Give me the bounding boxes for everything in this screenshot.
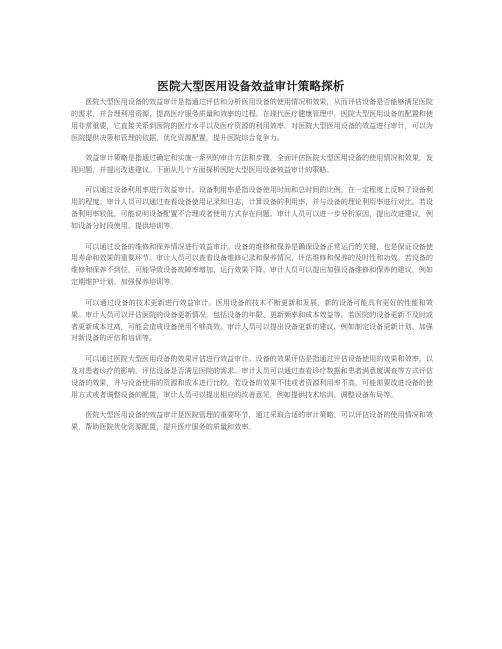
paragraph-1: 医院大型医用设备的效益审计是指通过评估和分析医用设备的使用情况和效果，从而评估设备是否能够满足医院的需求，并合理利用资源，提高医疗服务质量和效率的过程。在现代医疗健康管理中，医院大型医用设备的配置和使用非常重要，它直接关系到医院的医疗水平以及医疗资源的利用效率。对医院大型医用设备的效益进行审计，可以为医院提供决策和管理的依据，优化资源配置，提升医院综合竞争力。 (71, 97, 433, 142)
paragraph-7: 医院大型医用设备的效益审计是医院管理的重要环节，通过采取合适的审计策略，可以评估设备的使用情况和效果，帮助医院优化资源配置，提升医疗服务的质量和效率。 (71, 409, 433, 431)
paragraph-4: 可以通过设备的维修和保养情况进行效益审计。设备的维修和保养是确保设备正常运行的关键，也是保证设备使用寿命和效果的重要环节。审计人员可以查看设备维修记录和保养情况，评估维修和保养的及时性和功效。若设备的维修和保养不到位，可能导致设备故障率增加、运行效果下降。审计人员可以提出加强设备维修和保养的建议，例如定期维护计划、加强保养培训等。 (71, 241, 433, 287)
paragraph-5: 可以通过设备的技术更新进行效益审计。医用设备的技术不断更新和发展，新的设备可能具有更好的性能和效果。审计人员可以评估医院的设备更新情况，包括设备的年限、更新频率和成本效益等。若医院的设备更新不及时或者更新成本过高，可能会造成设备使用不够高效。审计人员可以提出设备更新的建议，例如制定设备更新计划、加强对新设备的评估和培训等。 (71, 297, 433, 343)
paragraph-3: 可以通过设备利用率进行效益审计。设备利用率是指设备使用时间和总时间的比例，在一定程度上反映了设备利用的程度。审计人员可以通过查看设备使用记录和日志，计算设备的利用率，并与设备的理论利用率进行对比。若设备利用率较低，可能说明设备配置不合理或者使用方式存在问题。审计人员可以进一步分析原因，提出改进建议，例如设备分时段使用、提供培训等。 (71, 185, 433, 231)
paragraph-6: 可以通过医院大型医用设备的效果评估进行效益审计。设备的效果评估是指通过评估设备使用的效果和效率，以及对患者诊疗的影响，评估设备是否满足医院的需求。审计人员可以通过查看诊疗数据和患者满意度调查等方式评估设备的效果，并与设备使用的资源和成本进行比较。若设备的效果不佳或者资源利用率不高，可能需要改进设备的使用方式或者调整设备的配置，审计人员可以提出相应的改善意见，例如提供技术培训、调整设备布局等。 (71, 353, 433, 399)
document-title: 医院大型医用设备效益审计策略探析 (157, 79, 345, 93)
document-body (71, 96, 433, 441)
paragraph-2: 效益审计策略是指通过确定和实施一系列的审计方法和步骤，全面评估医院大型医用设备的使用情况和效果，发现问题，并提出改进建议。下面从几个方面探析医院大型医用设备效益审计的策略。 (71, 153, 433, 175)
